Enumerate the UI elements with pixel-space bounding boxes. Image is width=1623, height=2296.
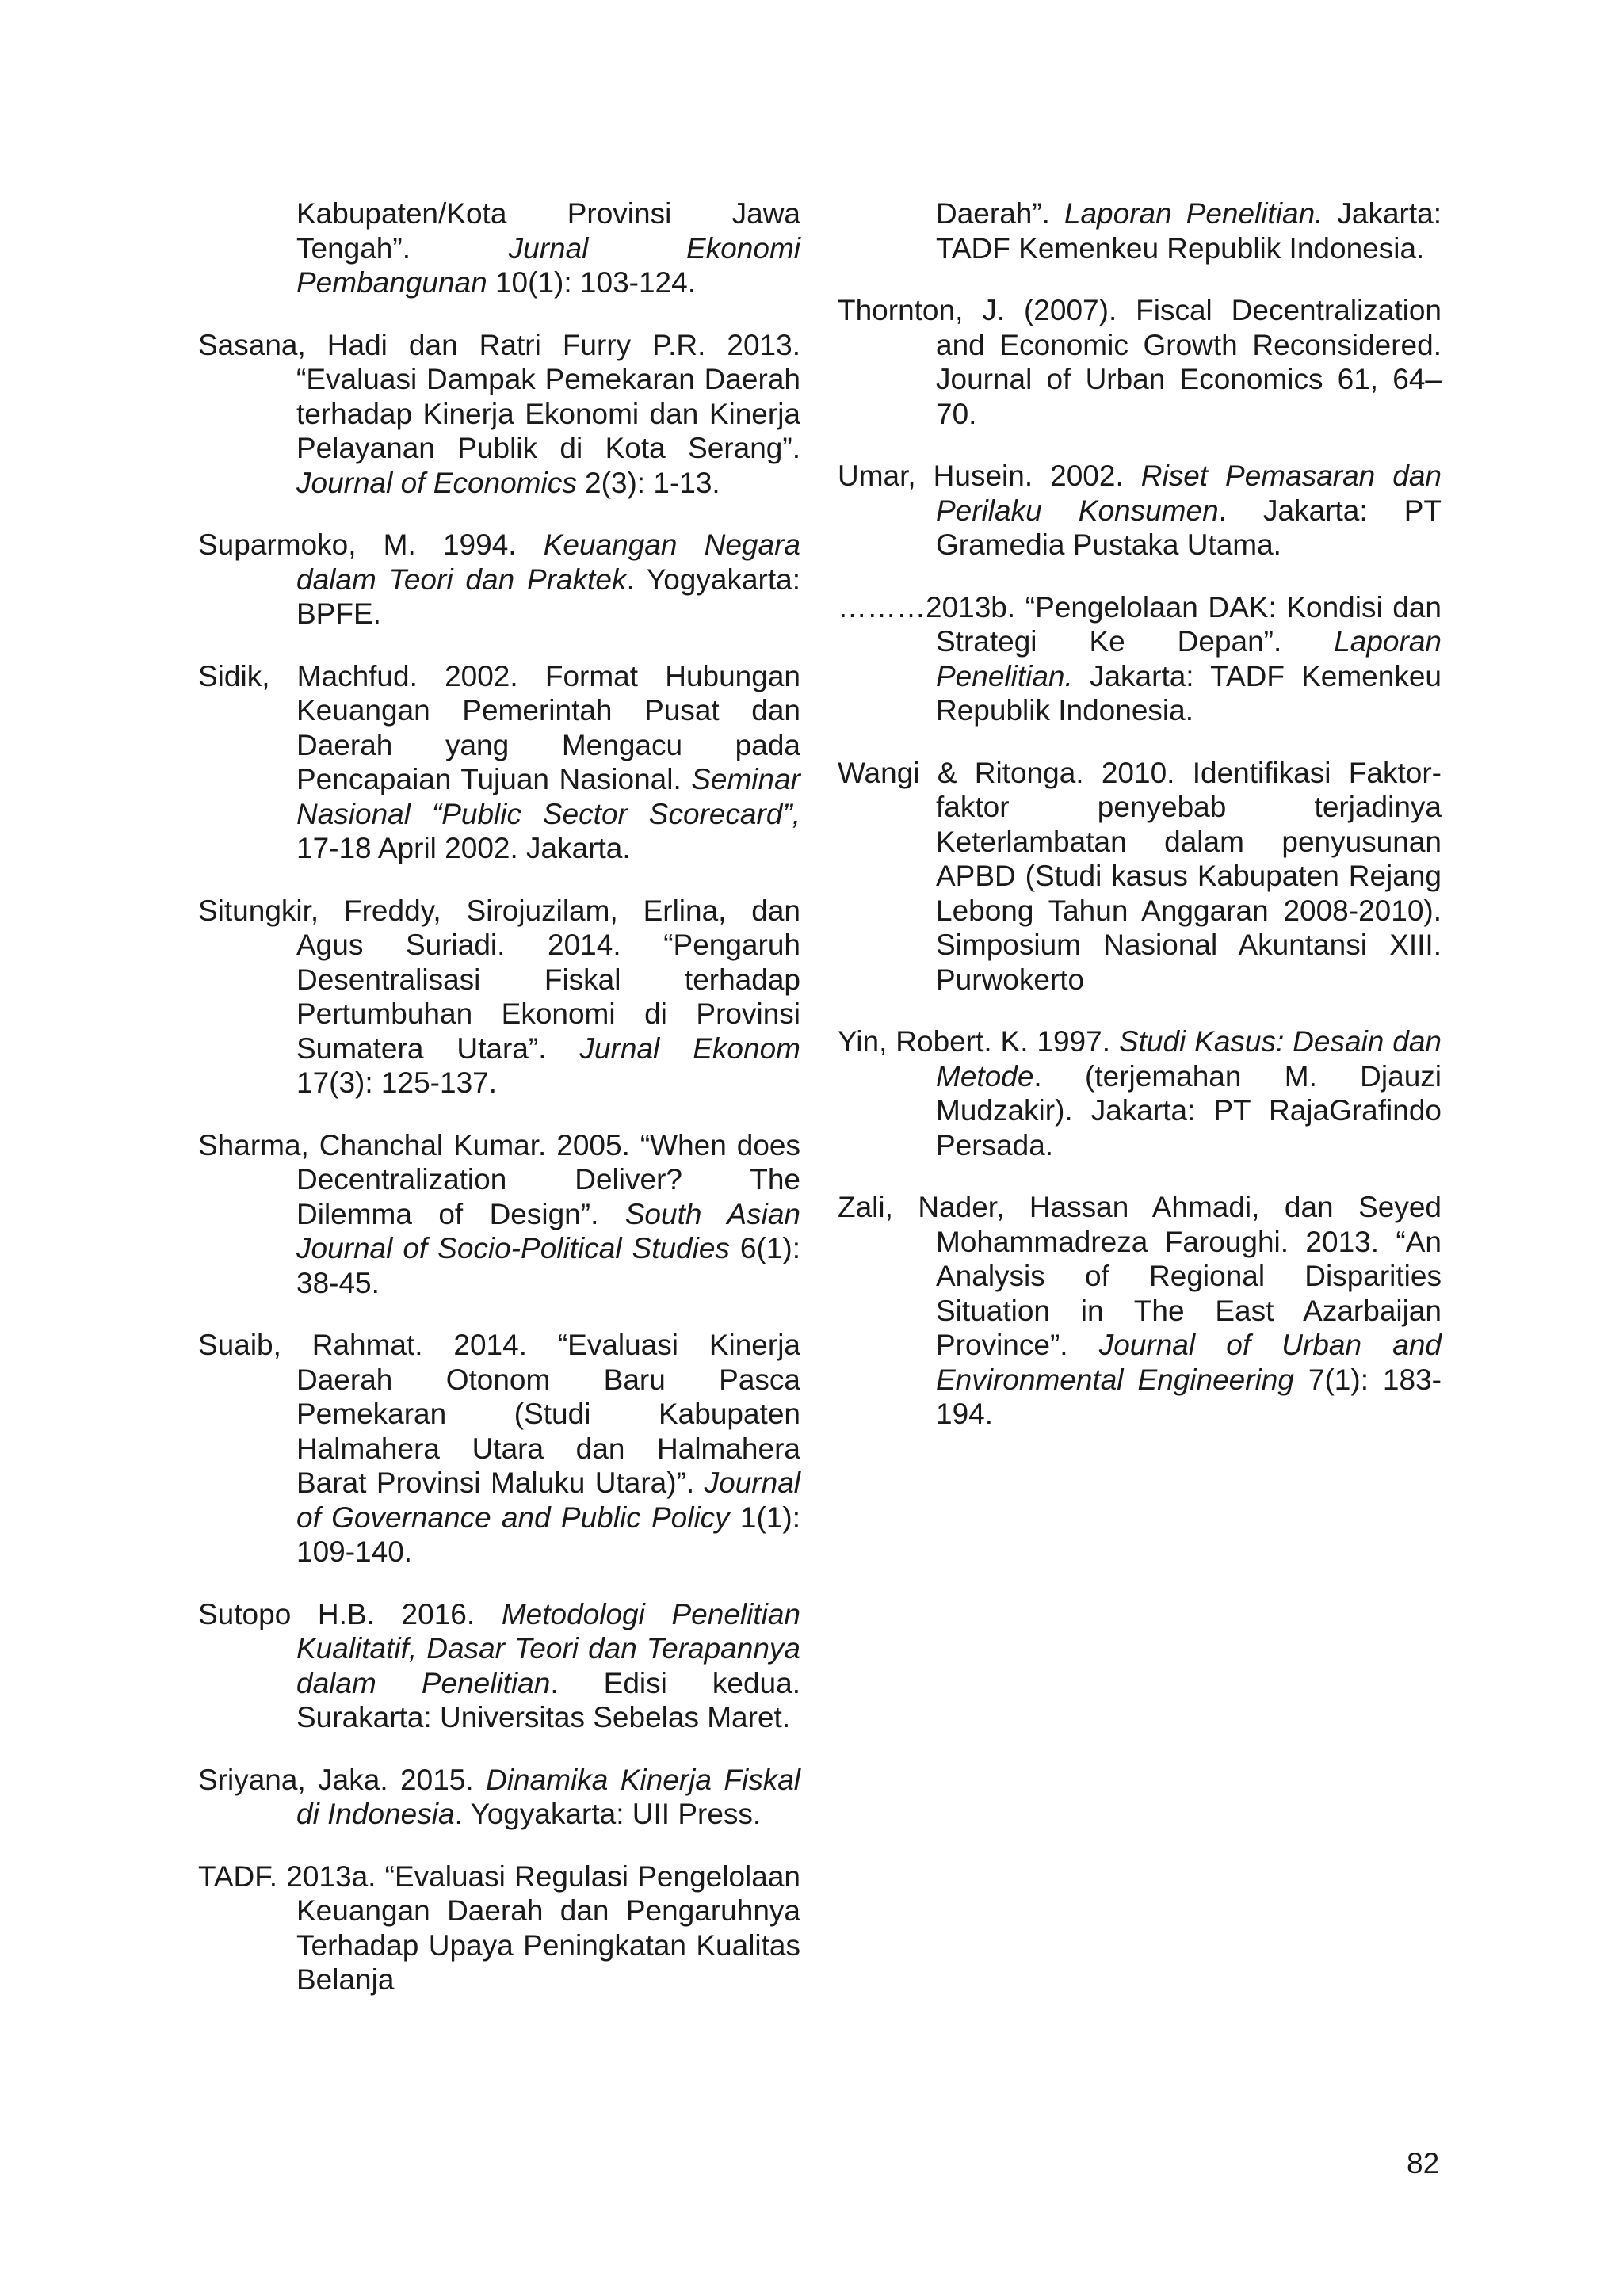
reference-italic-text: Keuangan Negara dalam Teori dan Praktek — [296, 528, 800, 596]
reference-text: Situngkir, Freddy, Sirojuzilam, Erlina, dan Agus Suriadi. 2014. “Pengaruh Desentralisasi Fiskal terhadap Pertumbuhan Ekonomi di Provinsi Sumatera Utara”. — [198, 894, 800, 1065]
reference-entry — [838, 590, 1442, 728]
reference-italic-text: Journal of Urban and Environmental Engineering — [936, 1329, 1442, 1396]
reference-italic-text: Laporan Penelitian. — [1064, 197, 1323, 230]
reference-italic-text: Laporan Penelitian. — [936, 625, 1442, 692]
reference-text: 17-18 April 2002. Jakarta. — [296, 832, 631, 864]
reference-text: 7(1): 183-194. — [936, 1363, 1442, 1430]
reference-entry — [838, 459, 1442, 563]
reference-text: 1(1): 109-140. — [296, 1501, 801, 1568]
page-number: 82 — [1407, 2147, 1440, 2180]
reference-entry — [198, 1328, 800, 1569]
reference-italic-text: Jurnal Ekonomi Pembangunan — [296, 231, 800, 299]
reference-entry — [198, 659, 800, 866]
reference-text: Yin, Robert. K. 1997. — [838, 1025, 1119, 1058]
reference-text: 6(1): 38-45. — [296, 1232, 800, 1299]
references-left-column — [198, 196, 800, 2025]
reference-italic-text: Seminar Nasional “Public Sector Scorecard”, — [296, 763, 800, 830]
reference-entry — [198, 1597, 800, 1735]
reference-text: . (terjemahan M. Djauzi Mudzakir). Jakarta: PT RajaGrafindo Persada. — [936, 1059, 1442, 1161]
reference-text: 2(3): 1-13. — [576, 466, 720, 499]
reference-text: Suaib, Rahmat. 2014. “Evaluasi Kinerja Daerah Otonom Baru Pasca Pemekaran (Studi Kabupaten Halmahera Utara dan Halmahera Barat Provinsi Maluku Utara)”. — [198, 1329, 800, 1499]
reference-entry-continued — [198, 196, 800, 300]
reference-italic-text: Dinamika Kinerja Fiskal di Indonesia — [296, 1763, 800, 1830]
reference-text: Sharma, Chanchal Kumar. 2005. “When does Decentralization Deliver? The Dilemma of Design”. — [198, 1128, 800, 1230]
reference-text: . Edisi kedua. Surakarta: Universitas Sebelas Maret. — [296, 1666, 800, 1733]
reference-text: Daerah”. — [936, 197, 1064, 230]
reference-text: . Yogyakarta: UII Press. — [454, 1798, 762, 1830]
reference-entry — [838, 1190, 1442, 1432]
reference-text: Jakarta: TADF Kemenkeu Republik Indonesia. — [936, 659, 1442, 727]
reference-text: 17(3): 125-137. — [296, 1066, 498, 1099]
reference-text: Sutopo H.B. 2016. — [198, 1597, 502, 1630]
reference-text: Umar, Husein. 2002. — [838, 460, 1141, 492]
reference-text: Wangi & Ritonga. 2010. Identifikasi Faktor-faktor penyebab terjadinya Keterlambatan dalam penyusunan APBD (Studi kasus Kabupaten Rejang Lebong Tahun Anggaran 2008-2010). Simposium Nasional Akuntansi XIII. Purwokerto — [838, 756, 1442, 996]
reference-text: Sasana, Hadi dan Ratri Furry P.R. 2013. “Evaluasi Dampak Pemekaran Daerah terhadap Kinerja Ekonomi dan Kinerja Pelayanan Publik di Kota Serang”. — [198, 328, 800, 464]
reference-italic-text: Jurnal Ekonom — [579, 1032, 800, 1065]
reference-italic-text: Journal of Economics — [296, 466, 577, 499]
reference-entry — [198, 1859, 800, 1997]
reference-text: Thornton, J. (2007). Fiscal Decentralization and Economic Growth Reconsidered. Journal of Urban Economics 61, 64–70. — [838, 294, 1442, 430]
reference-text: TADF. 2013a. “Evaluasi Regulasi Pengelolaan Keuangan Daerah dan Pengaruhnya Terhadap Upaya Peningkatan Kualitas Belanja — [198, 1859, 800, 1996]
reference-entry-continued — [838, 196, 1442, 265]
reference-text: . Jakarta: PT Gramedia Pustaka Utama. — [936, 494, 1442, 561]
reference-text: Jakarta: TADF Kemenkeu Republik Indonesia. — [936, 197, 1442, 265]
reference-italic-text: Riset Pemasaran dan Perilaku Konsumen — [936, 460, 1442, 527]
reference-text: Sidik, Machfud. 2002. Format Hubungan Keuangan Pemerintah Pusat dan Daerah yang Mengacu pada Pencapaian Tujuan Nasional. — [198, 659, 800, 795]
reference-entry — [198, 528, 800, 631]
reference-entry — [838, 756, 1442, 997]
reference-entry — [198, 1763, 800, 1832]
reference-text: Zali, Nader, Hassan Ahmadi, dan Seyed Mohammadreza Faroughi. 2013. “An Analysis of Regional Disparities Situation in The East Azarbaijan Province”. — [838, 1191, 1442, 1361]
reference-italic-text: Metodologi Penelitian Kualitatif, Dasar Teori dan Terapannya dalam Penelitian — [296, 1597, 800, 1699]
reference-entry — [838, 293, 1442, 431]
reference-entry — [838, 1024, 1442, 1162]
reference-text: 10(1): 103-124. — [487, 266, 696, 299]
reference-text: Sriyana, Jaka. 2015. — [198, 1763, 487, 1796]
reference-italic-text: Studi Kasus: Desain dan Metode — [936, 1025, 1442, 1093]
reference-text: . Yogyakarta: BPFE. — [296, 563, 800, 630]
reference-text: Kabupaten/Kota Provinsi Jawa Tengah”. — [296, 197, 800, 265]
reference-italic-text: South Asian Journal of Socio-Political Studies — [296, 1197, 800, 1264]
reference-entry — [198, 894, 800, 1100]
reference-entry — [198, 328, 800, 501]
reference-text: Suparmoko, M. 1994. — [198, 528, 544, 561]
reference-text: ………2013b. “Pengelolaan DAK: Kondisi dan Strategi Ke Depan”. — [838, 590, 1442, 658]
references-right-column — [838, 196, 1442, 1459]
reference-entry — [198, 1128, 800, 1301]
reference-italic-text: Journal of Governance and Public Policy — [296, 1466, 800, 1534]
